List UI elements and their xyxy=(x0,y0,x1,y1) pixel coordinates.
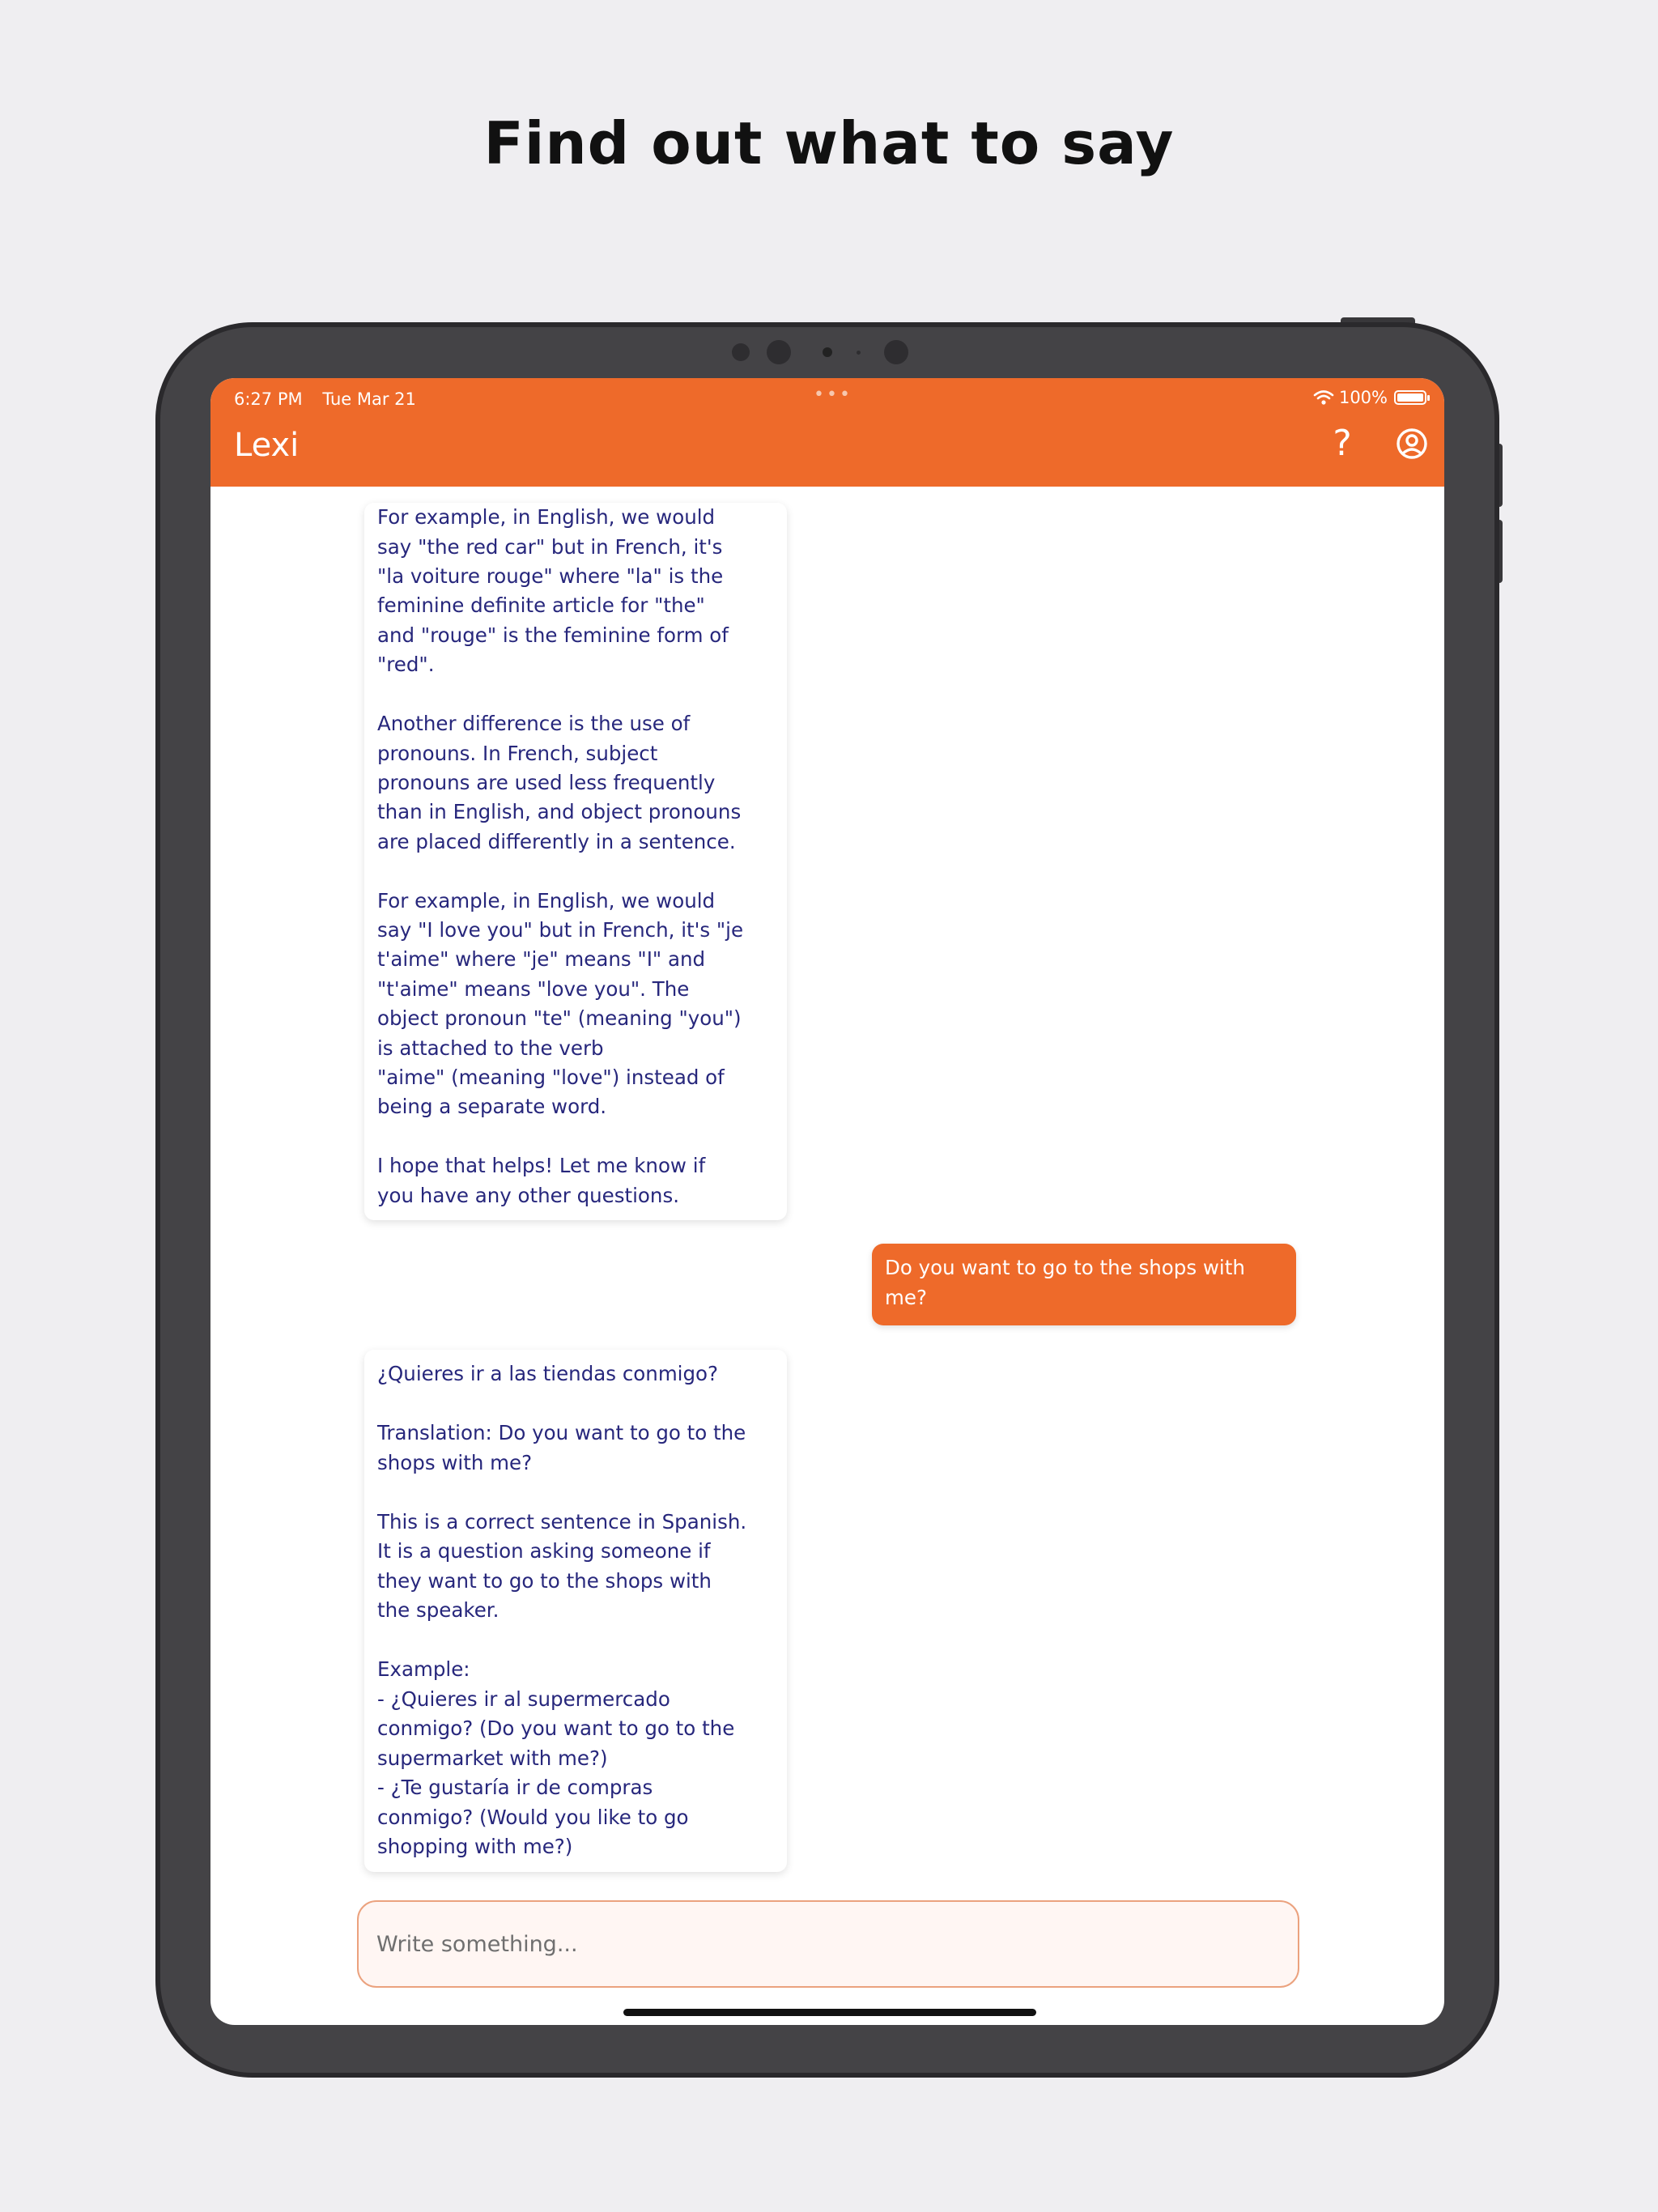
status-bar xyxy=(234,389,431,409)
status-indicators xyxy=(1313,388,1426,407)
battery-percent: 100% xyxy=(1338,388,1388,407)
camera-sensor xyxy=(732,343,750,361)
camera-sensor xyxy=(857,351,861,355)
account-icon xyxy=(1394,426,1430,462)
wifi-icon xyxy=(1313,389,1334,406)
account-button[interactable] xyxy=(1394,426,1430,462)
user-message: Do you want to go to the shops with me? xyxy=(872,1244,1296,1325)
battery-icon xyxy=(1394,390,1426,405)
app-title: Lexi xyxy=(234,427,300,464)
help-icon: ? xyxy=(1333,423,1352,464)
app-header xyxy=(210,378,1444,487)
home-indicator[interactable] xyxy=(623,2009,1036,2016)
app-screen xyxy=(210,378,1444,2025)
status-time: 6:27 PM xyxy=(234,389,303,409)
status-date: Tue Mar 21 xyxy=(322,389,416,409)
assistant-message: For example, in English, we would say "the red car" but in French, it's "la voiture rouge" where "la" is the feminine definite article for "the" and "rouge" is the feminine form of "red". Another difference is the use of pronouns. In French, subject pronouns are used less frequently than in English, and object pronouns are placed differently in a sentence. For example, in English, we would say "I love you" but in French, it's "je t'aime" where "je" means "I" and "t'aime" means "love you". The object pronoun "te" (meaning "you") is attached to the verb "aime" (meaning "love") instead of being a separate word. I hope that helps! Let me know if you have any other questions. xyxy=(364,503,787,1220)
message-input[interactable] xyxy=(357,1900,1299,1988)
multitask-dots[interactable]: ••• xyxy=(814,385,852,405)
assistant-message: ¿Quieres ir a las tiendas conmigo? Translation: Do you want to go to the shops with me? This is a correct sentence in Spanish. It is a question asking someone if they want to go to the shops with the speaker. Example: - ¿Quieres ir al supermercado conmigo? (Do you want to go to the supermarket with me?) - ¿Te gustaría ir de compras conmigo? (Would you like to go shopping with me?) xyxy=(364,1350,787,1872)
camera-lens xyxy=(884,340,908,364)
camera-sensor xyxy=(823,347,832,357)
headline: Find out what to say xyxy=(483,109,1175,177)
help-button[interactable] xyxy=(1322,423,1363,464)
camera-sensor xyxy=(767,340,791,364)
